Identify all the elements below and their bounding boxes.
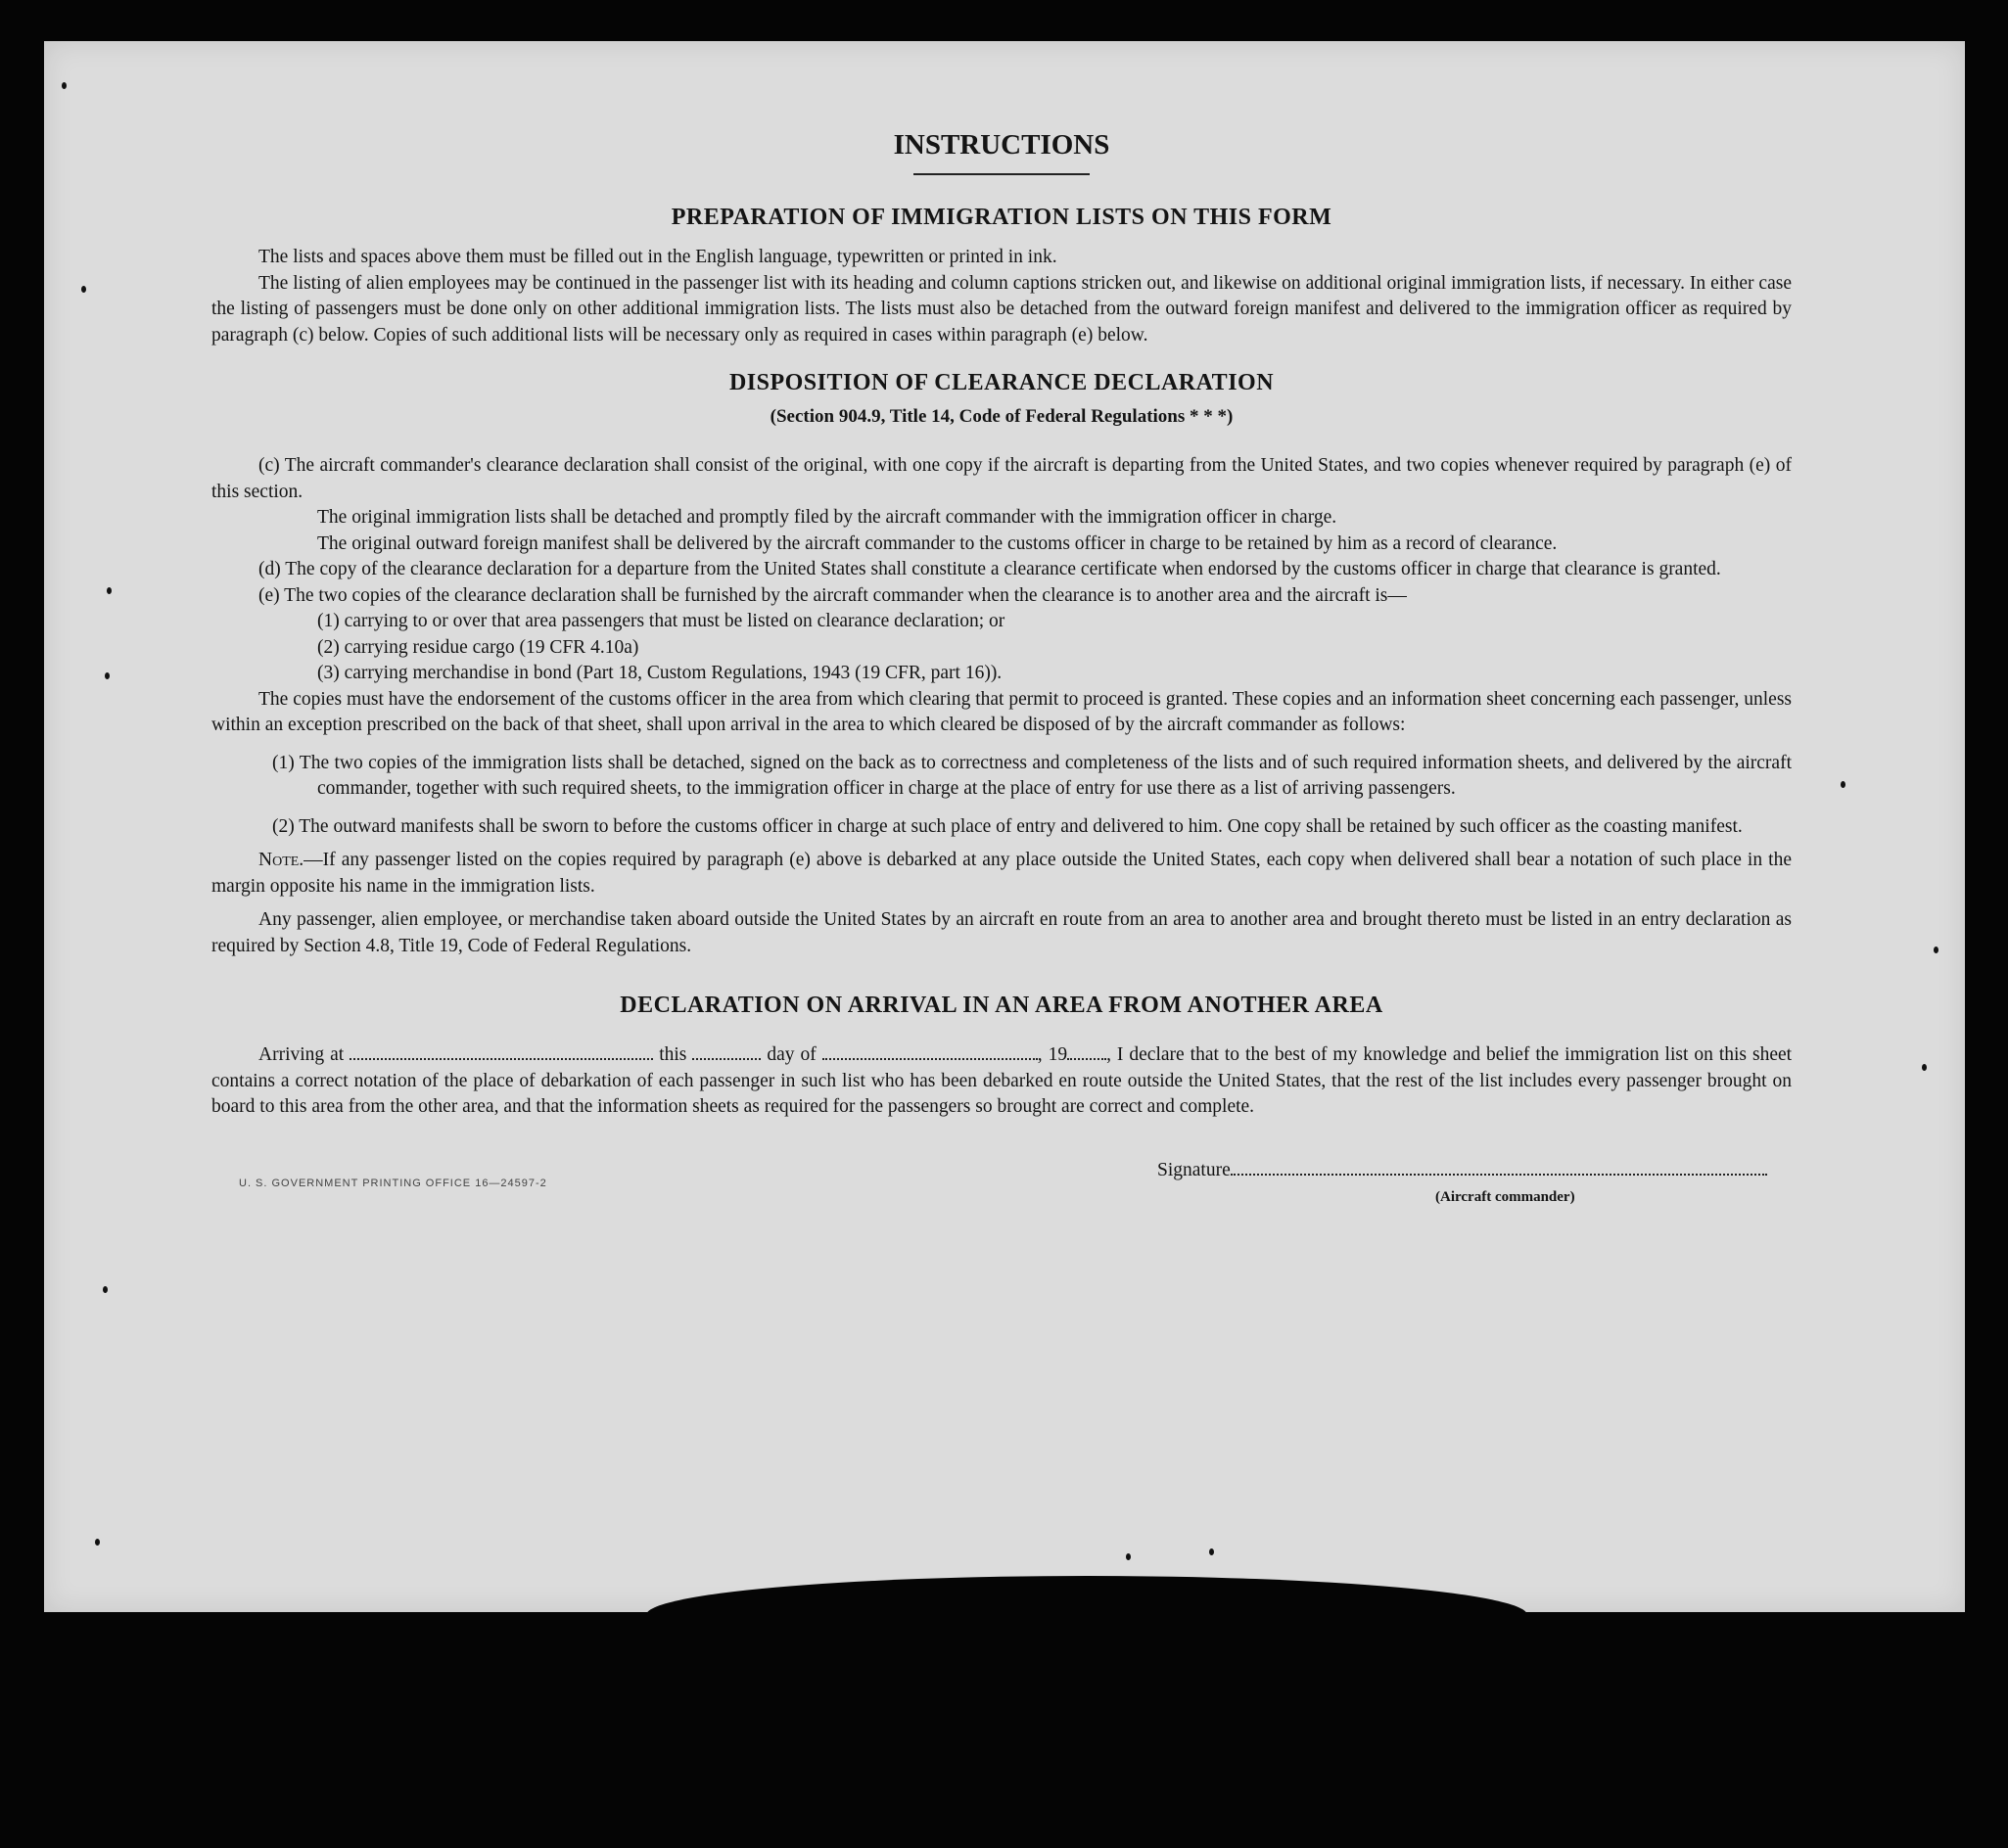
paper-speck xyxy=(1126,1553,1131,1560)
paper-speck xyxy=(103,1286,108,1293)
gpo-imprint: U. S. GOVERNMENT PRINTING OFFICE 16—24597-2 xyxy=(239,1177,547,1189)
signature-line[interactable] xyxy=(1231,1174,1767,1176)
title-rule xyxy=(913,173,1090,175)
signature-label: Signature xyxy=(1157,1159,1231,1180)
any-passenger-paragraph: Any passenger, alien employee, or merchandise taken aboard outside the United States by an aircraft en route from an area to another area and brought thereto must be listed in an entry declaration as required by Section 4.8, Title 19, Code of Federal Regulations. xyxy=(211,909,1792,956)
document-content xyxy=(211,90,1792,1238)
preparation-paragraph-2: The listing of alien employees may be continued in the passenger list with its heading and column captions stricken out, and likewise on additional original immigration lists, if necessary. In either case the listing of passengers must be done only on other additional immigration lists. The lists must also be detached from the outward foreign manifest and delivered to the immigration officer as required by paragraph (c) below. Copies of such additional lists will be necessary only as required in cases within paragraph (e) below. xyxy=(211,272,1792,346)
copies-paragraph: The copies must have the endorsement of the customs officer in the area from which clearing that permit to proceed is granted. These copies and an information sheet concerning each passenger, unless within an exception prescribed on the back of that sheet, shall upon arrival in the area to which cleared be disposed of by the aircraft commander as follows: xyxy=(211,688,1792,735)
paragraph-e-item: (3) carrying merchandise in bond (Part 18, Custom Regulations, 1943 (19 CFR, part 16)). xyxy=(317,663,1003,683)
paper-speck xyxy=(62,82,67,89)
paper-speck xyxy=(1934,947,1938,953)
preparation-paragraph-1: The lists and spaces above them must be filled out in the English language, typewritten or printed in ink. xyxy=(258,247,1057,267)
paragraph-e: (e) The two copies of the clearance declaration shall be furnished by the aircraft commander when the clearance is to another area and the aircraft is— xyxy=(258,584,1407,606)
paper-speck xyxy=(105,672,110,679)
arriving-at-label: Arriving at xyxy=(258,1044,345,1065)
paper-speck xyxy=(107,587,112,594)
day-blank[interactable] xyxy=(692,1040,761,1060)
note-paragraph xyxy=(211,848,1792,900)
year-label: , 19 xyxy=(1037,1044,1068,1065)
paper-speck xyxy=(1922,1064,1927,1071)
paragraph-d: (d) The copy of the clearance declaration for a departure from the United States shall constitute a clearance certificate when endorsed by the customs officer in charge that clearance is granted. xyxy=(258,559,1721,579)
paragraph-c-1: The original immigration lists shall be detached and promptly filed by the aircraft commander with the immigration officer in charge. xyxy=(317,507,1337,528)
declaration-text: , I declare that to the best of my knowledge and belief the immigration list on this sheet contains a correct notation of the place of debarkation of each passenger in such list who has been debarked en route outside the United States, that the rest of the list includes every passenger brought on board to this area from the other area, and that the information sheets as required for the passengers so brought are correct and complete. xyxy=(211,1044,1793,1117)
year-blank[interactable] xyxy=(1067,1040,1106,1060)
disposition-heading: DISPOSITION OF CLEARANCE DECLARATION xyxy=(728,370,1275,395)
preparation-heading: PREPARATION OF IMMIGRATION LISTS ON THIS FORM xyxy=(671,205,1332,230)
day-of-label: day of xyxy=(767,1044,817,1065)
declaration-paragraph xyxy=(211,1040,1792,1121)
note-text: —If any passenger listed on the copies required by paragraph (e) above is debarked at any place outside the United States, each copy when delivered shall bear a notation of such place in the margin opposite his name in the immigration lists. xyxy=(211,850,1792,897)
page-title: INSTRUCTIONS xyxy=(893,129,1110,161)
paper-speck xyxy=(1841,781,1845,788)
signature-row xyxy=(211,1160,1792,1238)
torn-paper-edge xyxy=(646,1576,1527,1664)
signature-caption: (Aircraft commander) xyxy=(1435,1188,1575,1205)
paragraph-e-item: (2) carrying residue cargo (19 CFR 4.10a) xyxy=(317,636,639,658)
note-label: Note. xyxy=(258,850,304,870)
paragraph-e-item: (1) carrying to or over that area passengers that must be listed on clearance declaration; or xyxy=(317,611,1005,631)
paragraph-c-2: The original outward foreign manifest shall be delivered by the aircraft commander to the customs officer in charge to be retained by him as a record of clearance. xyxy=(317,532,1558,554)
paper-speck xyxy=(95,1539,100,1546)
arrival-item: (1) The two copies of the immigration lists shall be detached, signed on the back as to correctness and completeness of the lists and of such required information sheets, and delivered by the aircraft commander, together with such required sheets, to the immigration officer in charge at the place of entry for use there as a list of arriving passengers. xyxy=(272,752,1792,799)
signature-field[interactable] xyxy=(1157,1160,1767,1181)
month-blank[interactable] xyxy=(822,1040,1038,1060)
paper-speck xyxy=(1209,1548,1214,1555)
arriving-at-blank[interactable] xyxy=(350,1040,653,1060)
disposition-subheading: (Section 904.9, Title 14, Code of Federal Regulations * * *) xyxy=(770,406,1234,427)
arrival-item: (2) The outward manifests shall be sworn to before the customs officer in charge at such place of entry and delivered to him. One copy shall be retained by such officer as the coasting manifest. xyxy=(272,815,1743,837)
paper-speck xyxy=(81,286,86,293)
declaration-heading: DECLARATION ON ARRIVAL IN AN AREA FROM ANOTHER AREA xyxy=(620,993,1383,1018)
paragraph-c: (c) The aircraft commander's clearance declaration shall consist of the original, with one copy if the aircraft is departing from the United States, and two copies whenever required by paragraph (e) of this section. xyxy=(211,455,1792,502)
this-label: this xyxy=(659,1044,687,1065)
